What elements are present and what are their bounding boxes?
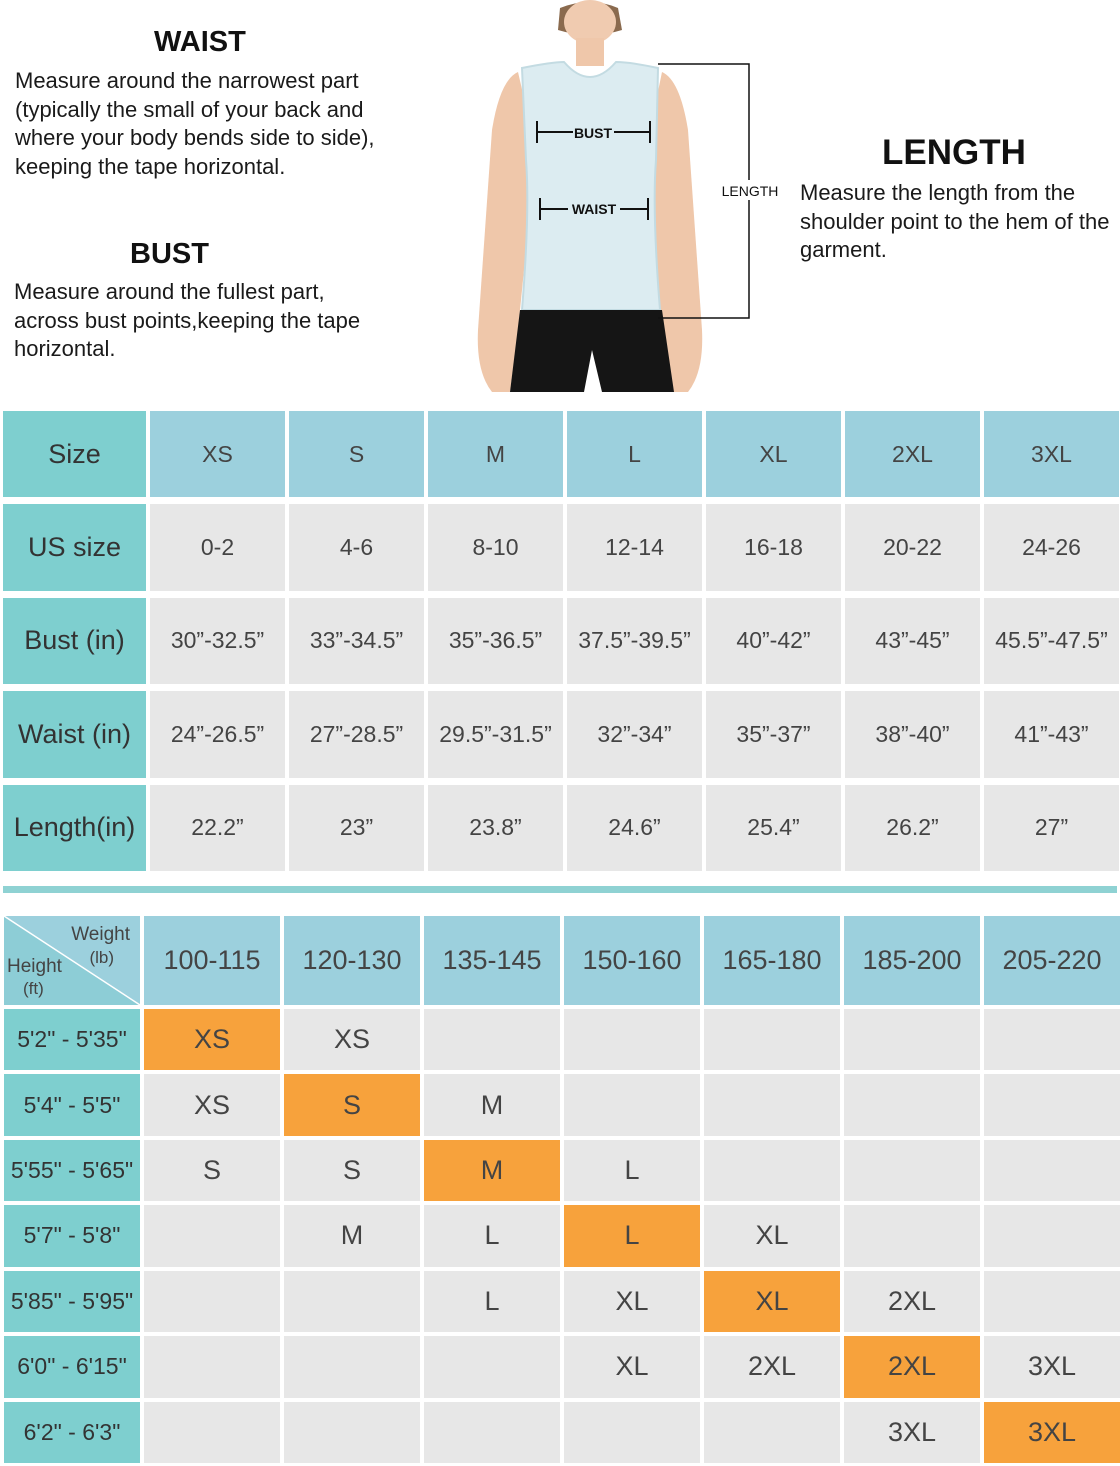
face-shape (564, 0, 616, 44)
weight-header-cell: 185-200 (844, 916, 980, 1005)
size-cell: XS (284, 1009, 420, 1070)
bust-description: Measure around the fullest part, across bust points,keeping the tape horizontal. (14, 279, 361, 361)
size-cell: L (424, 1271, 560, 1332)
us-size-cell: 0-2 (150, 504, 285, 590)
size-cell (564, 1009, 700, 1070)
height-row-label: 5'7" - 5'8" (4, 1205, 140, 1266)
height-row-label: 6'2" - 6'3" (4, 1402, 140, 1463)
size-cell (984, 1205, 1120, 1266)
size-header-cell: 2XL (845, 411, 980, 497)
size-cell (844, 1205, 980, 1266)
height-axis-label: Height (7, 956, 62, 977)
us-size-cell: 20-22 (845, 504, 980, 590)
neck-shape (576, 38, 604, 66)
bust-cell: 35”-36.5” (428, 598, 563, 684)
weight-header-cell: 165-180 (704, 916, 840, 1005)
size-cell: XL (564, 1336, 700, 1397)
size-cell (984, 1140, 1120, 1201)
bust-cell: 30”-32.5” (150, 598, 285, 684)
waist-cell: 41”-43” (984, 691, 1119, 777)
length-cell: 23.8” (428, 785, 563, 871)
size-cell (424, 1009, 560, 1070)
waist-row-label: Waist (in) (3, 691, 146, 777)
waist-cell: 38”-40” (845, 691, 980, 777)
size-cell (424, 1336, 560, 1397)
size-cell: S (284, 1140, 420, 1201)
length-heading: LENGTH (882, 133, 1026, 172)
table-corner-header (4, 916, 140, 1005)
size-cell: M (284, 1205, 420, 1266)
bust-cell: 33”-34.5” (289, 598, 424, 684)
size-cell: L (424, 1205, 560, 1266)
length-cell: 22.2” (150, 785, 285, 871)
size-cell: 3XL (844, 1402, 980, 1463)
height-row-label: 5'4" - 5'5" (4, 1074, 140, 1135)
size-cell: 3XL (984, 1336, 1120, 1397)
us-size-cell: 12-14 (567, 504, 702, 590)
waist-cell: 27”-28.5” (289, 691, 424, 777)
size-cell (984, 1009, 1120, 1070)
size-header-cell: S (289, 411, 424, 497)
shorts-shape (510, 310, 674, 392)
waist-cell: 32”-34” (567, 691, 702, 777)
size-cell (144, 1205, 280, 1266)
waist-description: Measure around the narrowest part (typically the small of your back and where your body bends side to side), keeping the tape horizontal. (15, 68, 375, 179)
height-row-label: 6'0" - 6'15" (4, 1336, 140, 1397)
size-header-cell: M (428, 411, 563, 497)
recommended-size-cell: L (564, 1205, 700, 1266)
bust-cell: 40”-42” (706, 598, 841, 684)
us-size-cell: 16-18 (706, 504, 841, 590)
weight-header-cell: 205-220 (984, 916, 1120, 1005)
size-cell (984, 1074, 1120, 1135)
recommended-size-cell: XL (704, 1271, 840, 1332)
size-cell (144, 1271, 280, 1332)
size-cell (144, 1402, 280, 1463)
waist-heading: WAIST (154, 26, 246, 58)
recommended-size-cell: S (284, 1074, 420, 1135)
size-header-cell: 3XL (984, 411, 1119, 497)
weight-header-cell: 150-160 (564, 916, 700, 1005)
length-cell: 24.6” (567, 785, 702, 871)
height-unit-label: (ft) (23, 979, 44, 998)
length-description: Measure the length from the shoulder point to the hem of the garment. (800, 180, 1110, 262)
size-cell (284, 1336, 420, 1397)
weight-header-cell: 100-115 (144, 916, 280, 1005)
size-header-cell: XL (706, 411, 841, 497)
waist-figure-label: WAIST (571, 201, 617, 217)
size-cell (984, 1271, 1120, 1332)
us-size-row-label: US size (3, 504, 146, 590)
length-cell: 27” (984, 785, 1119, 871)
bust-cell: 43”-45” (845, 598, 980, 684)
length-figure-label: LENGTH (721, 183, 779, 199)
waist-cell: 29.5”-31.5” (428, 691, 563, 777)
recommended-size-cell: M (424, 1140, 560, 1201)
height-weight-table (4, 916, 1118, 1463)
size-cell (284, 1271, 420, 1332)
size-header-cell: XS (150, 411, 285, 497)
size-cell (424, 1402, 560, 1463)
recommended-size-cell: XS (144, 1009, 280, 1070)
length-row-label: Length(in) (3, 785, 146, 871)
size-row-label: Size (3, 411, 146, 497)
size-cell: M (424, 1074, 560, 1135)
size-cell (704, 1402, 840, 1463)
height-row-label: 5'2" - 5'35" (4, 1009, 140, 1070)
recommended-size-cell: 3XL (984, 1402, 1120, 1463)
height-row-label: 5'55" - 5'65" (4, 1140, 140, 1201)
length-cell: 26.2” (845, 785, 980, 871)
size-cell: XS (144, 1074, 280, 1135)
size-cell: XL (704, 1205, 840, 1266)
tank-top-shape (522, 62, 660, 310)
us-size-cell: 8-10 (428, 504, 563, 590)
height-row-label: 5'85" - 5'95" (4, 1271, 140, 1332)
size-chart-table (3, 411, 1117, 871)
bust-cell: 45.5”-47.5” (984, 598, 1119, 684)
weight-unit-label: (lb) (89, 948, 114, 967)
weight-header-cell: 135-145 (424, 916, 560, 1005)
size-header-cell: L (567, 411, 702, 497)
size-cell: S (144, 1140, 280, 1201)
bust-row-label: Bust (in) (3, 598, 146, 684)
waist-cell: 35”-37” (706, 691, 841, 777)
size-cell: L (564, 1140, 700, 1201)
size-cell: 2XL (704, 1336, 840, 1397)
size-cell (144, 1336, 280, 1397)
size-cell (564, 1402, 700, 1463)
weight-header-cell: 120-130 (284, 916, 420, 1005)
bust-cell: 37.5”-39.5” (567, 598, 702, 684)
size-cell (704, 1009, 840, 1070)
bust-heading: BUST (130, 238, 209, 270)
size-cell (284, 1402, 420, 1463)
model-figure (440, 0, 779, 395)
us-size-cell: 24-26 (984, 504, 1119, 590)
section-divider (3, 886, 1117, 893)
size-cell (704, 1140, 840, 1201)
size-cell (844, 1009, 980, 1070)
length-cell: 25.4” (706, 785, 841, 871)
recommended-size-cell: 2XL (844, 1336, 980, 1397)
us-size-cell: 4-6 (289, 504, 424, 590)
waist-cell: 24”-26.5” (150, 691, 285, 777)
length-cell: 23” (289, 785, 424, 871)
size-cell (564, 1074, 700, 1135)
size-cell: XL (564, 1271, 700, 1332)
size-cell (844, 1074, 980, 1135)
size-cell (844, 1140, 980, 1201)
size-cell: 2XL (844, 1271, 980, 1332)
size-cell (704, 1074, 840, 1135)
bust-figure-label: BUST (573, 125, 613, 141)
weight-axis-label: Weight (71, 924, 130, 945)
